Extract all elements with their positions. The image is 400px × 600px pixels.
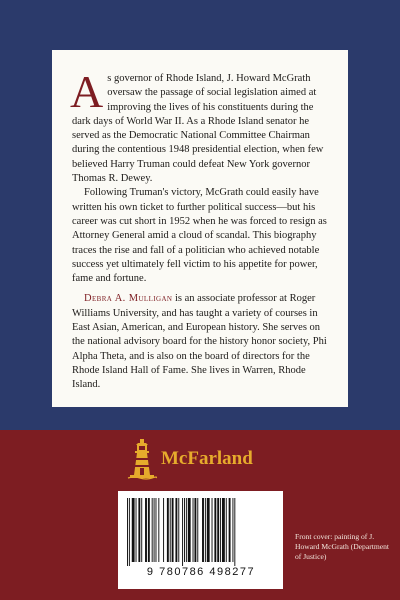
barcode-bar xyxy=(193,498,194,562)
lighthouse-icon xyxy=(126,437,158,481)
barcode-bar xyxy=(136,498,137,562)
barcode-bar xyxy=(172,498,174,562)
barcode-bar xyxy=(129,498,130,566)
drop-cap: A xyxy=(70,66,104,117)
barcode-bar xyxy=(156,498,157,562)
publisher-logo xyxy=(126,437,286,481)
barcode-bar xyxy=(175,498,177,562)
barcode-bar xyxy=(202,498,204,562)
barcode-bar xyxy=(207,498,210,562)
barcode-bar xyxy=(205,498,206,562)
barcode-bar xyxy=(188,498,191,562)
barcode-bar xyxy=(197,498,198,562)
barcode-bar xyxy=(194,498,196,562)
barcode-bar xyxy=(234,498,235,566)
blurb-paragraph-1 xyxy=(70,66,330,186)
barcode-bar xyxy=(132,498,135,562)
barcode-bar xyxy=(163,498,164,562)
barcode-bar xyxy=(229,498,231,562)
barcode-bar xyxy=(184,498,185,562)
barcode-bar xyxy=(145,498,147,562)
publisher-name: McFarland xyxy=(161,448,253,469)
barcode-bar xyxy=(141,498,142,562)
barcode-bar xyxy=(170,498,171,562)
barcode-bar xyxy=(222,498,225,562)
barcode-bar xyxy=(154,498,155,562)
barcode-bar xyxy=(127,498,128,566)
barcode-bar xyxy=(138,498,140,562)
barcode-bar xyxy=(178,498,179,562)
author-bio xyxy=(72,292,330,392)
barcode-bar xyxy=(214,498,216,562)
blurb-panel xyxy=(52,50,348,407)
barcode-bar xyxy=(212,498,213,562)
blurb-paragraph-2: Following Truman's victory, McGrath could easily have written his own ticket to further political success—but his career was cut short in 1952 when he was forced to resign as Attorney General amid a cloud of scandal. This biography traces the rise and fall of a politician who achieved notable success yet ultimately fell victim to his appetite for power, fame and fortune. xyxy=(72,187,327,285)
barcode-bar xyxy=(152,498,153,562)
barcode-bar xyxy=(232,498,233,562)
barcode-bar xyxy=(226,498,227,562)
barcode-bar xyxy=(182,498,183,566)
isbn-number: 9 780786 498277 xyxy=(146,566,256,578)
author-bio-text: is an associate professor at Roger Williams University, and has taught a variety of courses in East Asian, American, and European history. She serves on the national advisory board for the history honor society, Phi Alpha Theta, and is also on the board of directors for the Rhode Island Hall of Fame. She lives in Warren, Rhode Island. xyxy=(72,293,327,391)
isbn-barcode xyxy=(118,491,283,589)
barcode-bar xyxy=(148,498,150,562)
barcode-bar xyxy=(217,498,219,562)
blurb-paragraph-1-text: s governor of Rhode Island, J. Howard McGrath oversaw the passage of social legislation aimed at improving the lives of his constituents during the dark days of World War II. As a Rhode Island senator he served as the Democratic National Committee Chairman during the contentious 1948 presidential election, when few believed Harry Truman could defeat New York governor Thomas R. Dewey. xyxy=(72,73,324,185)
barcode-bar xyxy=(220,498,221,562)
barcode-bar xyxy=(158,498,159,562)
cover-credit: Front cover: painting of J. Howard McGrath (Department of Justice) xyxy=(295,532,390,562)
barcode-bar xyxy=(167,498,169,562)
author-name: Debra A. Mulligan xyxy=(84,293,173,305)
barcode-bars xyxy=(125,498,275,566)
barcode-bar xyxy=(186,498,187,562)
